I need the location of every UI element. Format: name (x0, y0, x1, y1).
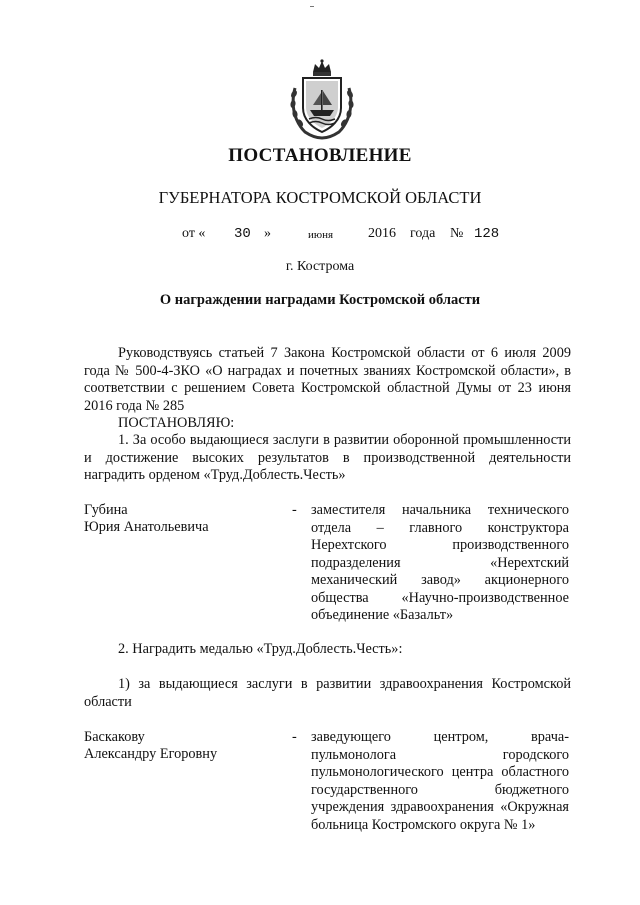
award1-dash: - (292, 502, 297, 518)
award2-position: заведующего центром, врача-пульмонолога городского пульмонологического центра областного государственного бюджетного учреждения здравоохранения «Окружная больница Костромского округа № 1» (311, 729, 569, 833)
award2-surname: Баскакову (84, 729, 145, 745)
date-month: июня (308, 229, 334, 241)
date-day: 30 (234, 226, 251, 242)
award1-given-names: Юрия Анатольевича (84, 519, 209, 535)
item-1-paragraph: 1. За особо выдающиеся заслуги в развитии оборонной промышленности и достижение высоких результатов в производственной деятельности наградить орденом «Труд.Доблесть.Честь» (84, 432, 571, 483)
number-sign: № (450, 226, 464, 241)
award1-position: заместителя начальника технического отдела – главного конструктора Нерехтского производственного подразделения «Нерехтский механический завод» акционерного общества «Научно-производственное объединение «Базальт» (311, 502, 569, 623)
item-2-1-paragraph: 1) за выдающиеся заслуги в развитии здравоохранения Костромской области (84, 676, 571, 710)
document-heading: О награждении наградами Костромской области (159, 292, 481, 308)
preamble-paragraph: Руководствуясь статьей 7 Закона Костромской области от 6 июля 2009 года № 500-4-ЗКО «О наградах и почетных званиях Костромской области», в соответствии с решением Совета Костромской областной Думы от 23 июня 2016 года № 285 (84, 345, 571, 414)
document-number: 128 (474, 226, 500, 242)
resolve-statement: ПОСТАНОВЛЯЮ: (118, 415, 235, 431)
document-title: ПОСТАНОВЛЕНИЕ (228, 145, 412, 166)
date-close-quote: » (264, 226, 271, 241)
date-year-word: года (410, 226, 436, 241)
item-2-paragraph: 2. Наградить медалью «Труд.Доблесть.Честь»: (118, 641, 403, 657)
award2-dash: - (292, 729, 297, 745)
award1-surname: Губина (84, 502, 128, 518)
coat-of-arms-emblem (285, 58, 359, 140)
document-subtitle: ГУБЕРНАТОРА КОСТРОМСКОЙ ОБЛАСТИ (158, 188, 482, 207)
city-name: г. Кострома (285, 259, 355, 274)
date-number-line (182, 226, 512, 246)
date-prefix: от « (182, 226, 206, 241)
scan-mark (310, 6, 314, 7)
award2-given-names: Александру Егоровну (84, 746, 218, 762)
date-year: 2016 (368, 226, 396, 241)
